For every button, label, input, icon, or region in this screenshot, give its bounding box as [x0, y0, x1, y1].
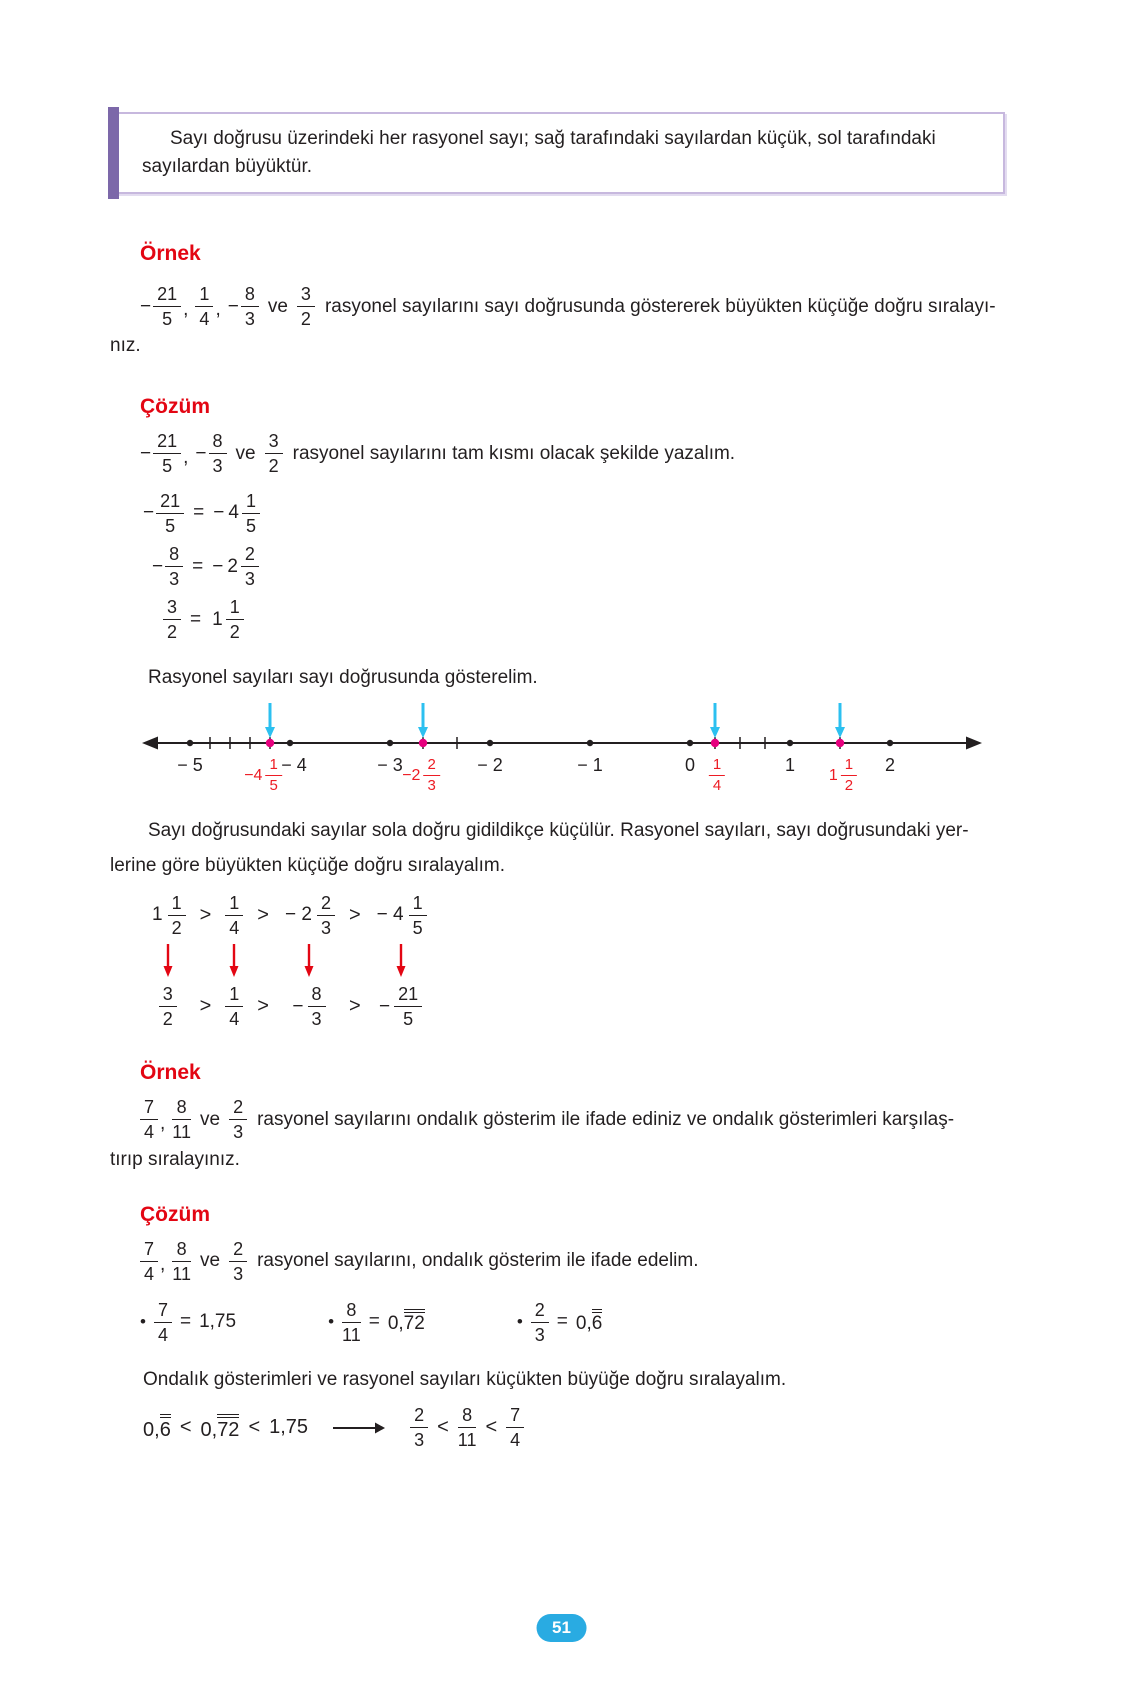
- less-than-sign: <: [437, 1416, 449, 1439]
- fraction: $\frac{21}{5}$: [156, 491, 184, 536]
- example1-heading: Örnek: [140, 242, 201, 265]
- integer-label: − 3: [377, 754, 403, 775]
- solution-intro-text: rasyonel sayılarını, ondalık gösterim ile ifade edelim.: [257, 1250, 699, 1272]
- fraction: $\frac{21}{5}$: [394, 984, 422, 1029]
- ordering-paragraph-line2: lerine göre büyükten küçüğe doğru sıralayalım.: [110, 854, 506, 876]
- fraction: $\frac{8}{3}$: [165, 544, 183, 589]
- minus-sign: −: [140, 295, 152, 317]
- example2-heading: Örnek: [140, 1061, 201, 1085]
- greater-than-sign: >: [257, 995, 269, 1018]
- fraction: $\frac{2}{3}$: [229, 1239, 247, 1284]
- greater-than-sign: >: [348, 995, 361, 1018]
- equals-sign: =: [190, 608, 202, 630]
- rational-point-label: [709, 757, 725, 796]
- less-than-sign: <: [179, 1416, 192, 1439]
- red-down-arrow-icon: [303, 944, 315, 978]
- repeating-digits: 72: [404, 1309, 425, 1335]
- statement-continuation: tırıp sıralayınız.: [110, 1148, 240, 1170]
- equals-sign: =: [192, 555, 204, 577]
- long-right-arrow-icon: [333, 1421, 385, 1435]
- fraction: $\frac{3}{2}$: [163, 597, 181, 642]
- info-box: [108, 112, 1005, 194]
- greater-than-sign: >: [199, 903, 212, 926]
- example1-statement: [140, 284, 1123, 329]
- fraction: $\frac{7}{4}$: [140, 1097, 158, 1142]
- point-down-arrow-icons: [265, 703, 845, 738]
- greater-than-sign: >: [199, 995, 212, 1018]
- fraction: $\frac{1}{4}$: [195, 284, 213, 329]
- fraction: $\frac{1}{2}$: [841, 757, 857, 796]
- rational-point-label: −4 $\frac{1}{5}$: [242, 757, 282, 796]
- example2-statement: [140, 1097, 1123, 1142]
- comma: ,: [160, 1253, 166, 1275]
- fraction: $\frac{21}{5}$: [153, 431, 181, 476]
- decimal-value: 0,6: [576, 1309, 602, 1335]
- ve-word: ve: [199, 1108, 221, 1130]
- mixed-number: − 4 $\frac{1}{5}$: [375, 893, 427, 938]
- axis-right-arrow-icon: [966, 736, 982, 749]
- bullet-icon: •: [140, 1312, 146, 1332]
- fraction: $\frac{7}{4}$: [140, 1239, 158, 1284]
- less-than-sign: <: [248, 1416, 261, 1439]
- decimal-conversion: [328, 1300, 425, 1345]
- fraction: $\frac{1}{4}$: [709, 757, 725, 796]
- fraction: $\frac{1}{4}$: [225, 984, 243, 1029]
- whole-part: 2: [227, 555, 238, 577]
- fraction: $\frac{8}{11}$: [342, 1299, 361, 1345]
- fraction: $\frac{8}{11}$: [457, 1405, 477, 1451]
- fraction-term: [159, 984, 177, 1029]
- solution2-intro: [140, 1239, 1123, 1284]
- conversion-row: − $\frac{21}{5}$ = − 4 $\frac{1}{5}$: [143, 491, 1123, 536]
- bullet-icon: •: [328, 1312, 335, 1332]
- fraction: $\frac{1}{5}$: [265, 757, 281, 796]
- repeating-digits: 6: [592, 1309, 603, 1335]
- comma: ,: [183, 299, 189, 321]
- solution1-heading: Çözüm: [140, 395, 210, 419]
- greater-than-sign: >: [257, 903, 269, 926]
- fraction: $\frac{8}{3}$: [241, 284, 259, 329]
- fraction: $\frac{8}{11}$: [172, 1238, 191, 1284]
- numberline-intro: Rasyonel sayıları sayı doğrusunda gösterelim.: [148, 666, 538, 688]
- minus-sign: −: [140, 442, 152, 464]
- decimal-value: 0,72: [201, 1414, 240, 1442]
- comma: ,: [215, 299, 221, 321]
- integer-label: 1: [784, 754, 796, 775]
- whole-part: 4: [228, 502, 239, 524]
- conversion-row: [163, 597, 1123, 642]
- red-down-arrow-icon: [395, 944, 407, 978]
- solution2-heading: Çözüm: [140, 1202, 210, 1226]
- integer-label: − 4: [281, 754, 307, 775]
- integer-label: − 2: [477, 754, 503, 775]
- fraction-term: − $\frac{21}{5}$: [379, 984, 422, 1029]
- minus-sign: −: [227, 295, 239, 317]
- sort-instruction: Ondalık gösterimleri ve rasyonel sayıları küçükten büyüğe doğru sıralayalım.: [143, 1369, 787, 1391]
- fraction-term: − $\frac{8}{3}$: [292, 984, 325, 1029]
- fraction: $\frac{2}{3}$: [317, 893, 335, 938]
- comma: ,: [160, 1112, 166, 1134]
- axis-left-arrow-icon: [142, 736, 158, 749]
- ve-word: ve: [267, 295, 288, 317]
- fraction: $\frac{2}{3}$: [531, 1300, 549, 1345]
- fraction: $\frac{7}{4}$: [506, 1405, 524, 1450]
- ordering-paragraph-line1: Sayı doğrusundaki sayılar sola doğru gidildikçe küçülür. Rasyonel sayıları, sayı doğrusundaki yer-: [148, 819, 969, 841]
- info-box-text: Sayı doğrusu üzerindeki her rasyonel sayı; sağ tarafındaki sayılardan küçük, sol tarafındaki sayılardan büyüktür.: [142, 128, 936, 177]
- fraction: $\frac{1}{4}$: [225, 893, 243, 938]
- decimal-value: 0,72: [388, 1309, 425, 1335]
- fraction: $\frac{1}{2}$: [226, 597, 244, 642]
- statement-continuation: nız.: [110, 335, 141, 357]
- fraction: $\frac{2}{3}$: [241, 544, 259, 589]
- repeating-digits: 72: [217, 1414, 239, 1441]
- info-box-accent-bar: [108, 107, 119, 199]
- equals-sign: =: [368, 1311, 380, 1333]
- decimal-conversion: [140, 1300, 236, 1345]
- greater-than-sign: >: [348, 903, 361, 926]
- rational-point-label: 1 $\frac{1}{2}$: [827, 757, 857, 796]
- repeating-digits: 6: [160, 1414, 171, 1441]
- fraction: $\frac{8}{3}$: [209, 431, 227, 476]
- fraction: $\frac{2}{3}$: [410, 1405, 428, 1450]
- number-line: [140, 697, 984, 803]
- ve-word: ve: [199, 1250, 221, 1272]
- fraction: $\frac{2}{3}$: [229, 1097, 247, 1142]
- solution-intro-text: rasyonel sayılarını tam kısmı olacak şekilde yazalım.: [292, 442, 736, 464]
- integer-label: − 1: [577, 754, 603, 775]
- comma: ,: [183, 446, 189, 468]
- mixed-number: − 2 $\frac{2}{3}$: [283, 893, 335, 938]
- equals-sign: =: [179, 1311, 192, 1333]
- decimal-value: 0,6: [143, 1414, 171, 1442]
- rational-point-label: −2 $\frac{2}{3}$: [400, 757, 440, 796]
- conversion-row: − $\frac{8}{3}$ = − 2 $\frac{2}{3}$: [152, 544, 1123, 589]
- ve-word: ve: [235, 442, 256, 464]
- textbook-page: [0, 112, 1123, 1637]
- fraction: $\frac{3}{2}$: [297, 284, 315, 329]
- fraction: $\frac{1}{5}$: [409, 893, 427, 938]
- integer-label: − 5: [177, 754, 203, 775]
- less-than-sign: <: [485, 1416, 498, 1439]
- fraction: $\frac{2}{3}$: [423, 757, 439, 796]
- ordering-comparison: [150, 893, 427, 1030]
- page-number-badge: 51: [536, 1614, 587, 1642]
- bullet-icon: •: [516, 1312, 523, 1332]
- red-down-arrow-icon: [162, 944, 174, 978]
- fraction: $\frac{3}{2}$: [265, 431, 283, 476]
- whole-part: 1: [212, 608, 223, 630]
- statement-text: rasyonel sayılarını sayı doğrusunda göstererek büyükten küçüğe doğru sıralayı-: [324, 295, 996, 317]
- red-down-arrow-icon: [228, 944, 240, 978]
- decimal-value: 1,75: [199, 1311, 237, 1333]
- fraction: $\frac{1}{5}$: [242, 491, 260, 536]
- fraction: $\frac{8}{11}$: [172, 1097, 191, 1143]
- fraction: $\frac{3}{2}$: [159, 984, 177, 1029]
- solution1-intro: [140, 431, 1123, 476]
- equals-sign: =: [556, 1311, 568, 1333]
- fraction-term: [225, 984, 243, 1029]
- decimal-value: 1,75: [269, 1416, 309, 1439]
- mixed-number: [225, 893, 243, 938]
- mixed-number: 1 $\frac{1}{2}$: [150, 893, 186, 938]
- integer-label: 2: [884, 754, 896, 775]
- decimal-conversion: [517, 1300, 603, 1345]
- minus-sign: −: [195, 442, 207, 464]
- fraction: $\frac{21}{5}$: [153, 284, 181, 329]
- equals-sign: =: [193, 502, 205, 524]
- fraction: $\frac{1}{2}$: [168, 893, 186, 938]
- integer-label: 0: [684, 754, 696, 775]
- final-comparison: [143, 1405, 1123, 1450]
- fraction: $\frac{7}{4}$: [154, 1300, 172, 1345]
- statement-text: rasyonel sayılarını ondalık gösterim ile ifade ediniz ve ondalık gösterimleri karşılaş-: [257, 1108, 955, 1130]
- fraction: $\frac{8}{3}$: [308, 984, 326, 1029]
- decimal-conversions: [140, 1300, 1123, 1345]
